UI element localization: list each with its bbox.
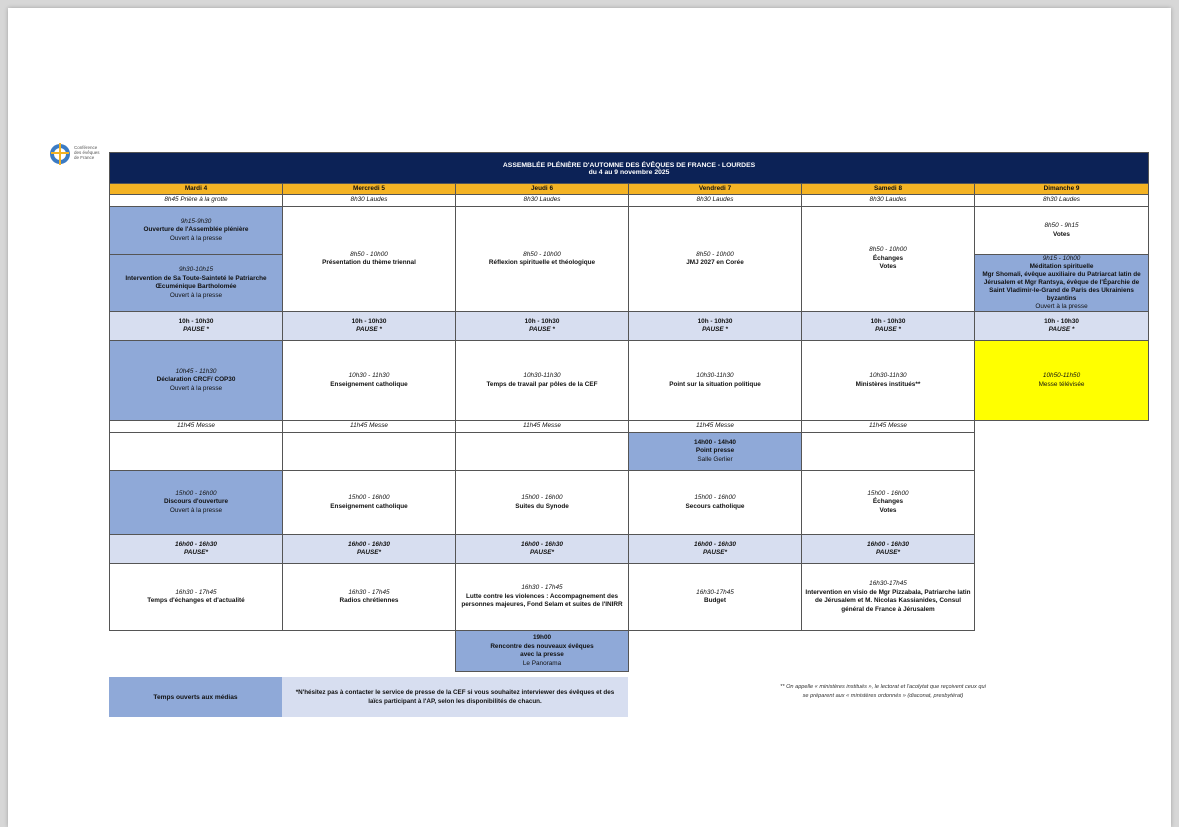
morning-slot: 8h45 Prière à la grotte [110,195,283,207]
messe-slot: 11h45 Messe [456,421,629,433]
logo-text: Conférence des évêques de France [74,145,100,160]
session-cell: 8h50 - 10h00 Échanges Votes [802,207,975,312]
empty-cell [283,631,456,672]
morning-slot: 8h30 Laudes [802,195,975,207]
session-cell: 9h15 - 10h00 Méditation spirituelle Mgr Shomali, évêque auxiliaire du Patriarcat latin de Jérusalem et Mgr Rantsya, évêque de l'Éparchie de Saint Vladimir-le-Grand de Paris des Ukrainiens byzantins Ouvert à la presse [975,255,1149,312]
empty-cell [629,631,802,672]
session-cell: 8h50 - 10h00 JMJ 2027 en Corée [629,207,802,312]
day-header: Mardi 4 [110,184,283,195]
session-cell: 8h50 - 9h15 Votes [975,207,1149,255]
messe-slot: 11h45 Messe [283,421,456,433]
morning-slot: 8h30 Laudes [629,195,802,207]
session-cell: 9h15-9h30 Ouverture de l'Assemblée plénière Ouvert à la presse [110,207,283,255]
schedule-title: ASSEMBLÉE PLÉNIÈRE D'AUTOMNE DES ÉVÊQUES DE FRANCE - LOURDES [502,161,756,169]
schedule-banner [110,153,1149,184]
day-header: Vendredi 7 [629,184,802,195]
session-cell: 10h30-11h30 Ministères institués** [802,341,975,421]
day-header: Dimanche 9 [975,184,1149,195]
morning-slot: 8h30 Laudes [456,195,629,207]
pause-cell: 10h - 10h30 PAUSE * [802,312,975,341]
pause-cell: 16h00 - 16h30 PAUSE* [802,535,975,564]
session-cell: 15h00 - 16h00 Discours d'ouverture Ouvert à la presse [110,471,283,535]
session-cell: 16h30-17h45 Budget [629,564,802,631]
day-header: Samedi 8 [802,184,975,195]
session-cell: 16h30-17h45 Intervention en visio de Mgr Pizzabala, Patriarche latin de Jérusalem et M. Nicolas Kassianides, Consul général de France à Jérusalem [802,564,975,631]
empty-cell [975,471,1149,535]
pause-cell: 16h00 - 16h30 PAUSE* [110,535,283,564]
pause-cell: 16h00 - 16h30 PAUSE* [629,535,802,564]
session-cell: 15h00 - 16h00 Suites du Synode [456,471,629,535]
morning-slot: 8h30 Laudes [283,195,456,207]
session-cell: 16h30 - 17h45 Temps d'échanges et d'actualité [110,564,283,631]
session-cell: 15h00 - 16h00 Échanges Votes [802,471,975,535]
day-header: Mercredi 5 [283,184,456,195]
document-page [8,8,1171,827]
session-cell: 10h30 - 11h30 Enseignement catholique [283,341,456,421]
empty-cell [975,535,1149,564]
session-cell: 8h50 - 10h00 Réflexion spirituelle et théologique [456,207,629,312]
empty-cell [975,421,1149,433]
session-cell: 8h50 - 10h00 Présentation du thème triennal [283,207,456,312]
session-cell: 15h00 - 16h00 Enseignement catholique [283,471,456,535]
session-cell: 10h30-11h30 Temps de travail par pôles de la CEF [456,341,629,421]
session-cell: 19h00 Rencontre des nouveaux évêques avec la presse Le Panorama [456,631,629,672]
schedule-dates: du 4 au 9 novembre 2025 [588,168,670,176]
empty-cell [283,433,456,471]
session-cell: 14h00 - 14h40 Point presse Salle Gerlier [629,433,802,471]
empty-cell [110,631,283,672]
legend-press-note: *N'hésitez pas à contacter le service de presse de la CEF si vous souhaitez interviewer des évêques et des laïcs participant à l'AP, selon les disponibilités de chacun. [282,677,628,717]
pause-cell: 10h - 10h30 PAUSE * [629,312,802,341]
empty-cell [110,433,283,471]
day-header: Jeudi 6 [456,184,629,195]
schedule-table [109,152,1149,672]
session-cell: 15h00 - 16h00 Secours catholique [629,471,802,535]
morning-slot: 8h30 Laudes [975,195,1149,207]
session-cell: 9h30-10h15 Intervention de Sa Toute-Sainteté le Patriarche Œcuménique Bartholomée Ouvert à la presse [110,255,283,312]
session-cell: 16h30 - 17h45 Radios chrétiennes [283,564,456,631]
messe-slot: 11h45 Messe [629,421,802,433]
pause-cell: 10h - 10h30 PAUSE * [975,312,1149,341]
empty-cell [802,433,975,471]
pause-cell: 10h - 10h30 PAUSE * [283,312,456,341]
empty-cell [802,631,975,672]
pause-cell: 16h00 - 16h30 PAUSE* [283,535,456,564]
pause-cell: 16h00 - 16h30 PAUSE* [456,535,629,564]
session-cell: 10h45 - 11h30 Déclaration CRCF/ COP30 Ouvert à la presse [110,341,283,421]
session-cell: 16h30 - 17h45 Lutte contre les violences : Accompagnement des personnes majeures, Fond Selam et suites de l'INIRR [456,564,629,631]
session-cell: 10h50-11h50 Messe télévisée [975,341,1149,421]
empty-cell [975,631,1149,672]
empty-cell [975,564,1149,631]
empty-cell [975,433,1149,471]
legend-media-label: Temps ouverts aux médias [109,677,282,717]
empty-cell [456,433,629,471]
messe-slot: 11h45 Messe [802,421,975,433]
footnote-ministeres: ** On appelle « ministères institués », le lectorat et l'acolytat que reçoivent ceux qui se préparent aux « ministères ordonnés » (diaconat, presbytérat) [780,684,986,699]
messe-slot: 11h45 Messe [110,421,283,433]
session-cell: 10h30-11h30 Point sur la situation politique [629,341,802,421]
pause-cell: 10h - 10h30 PAUSE * [110,312,283,341]
pause-cell: 10h - 10h30 PAUSE * [456,312,629,341]
